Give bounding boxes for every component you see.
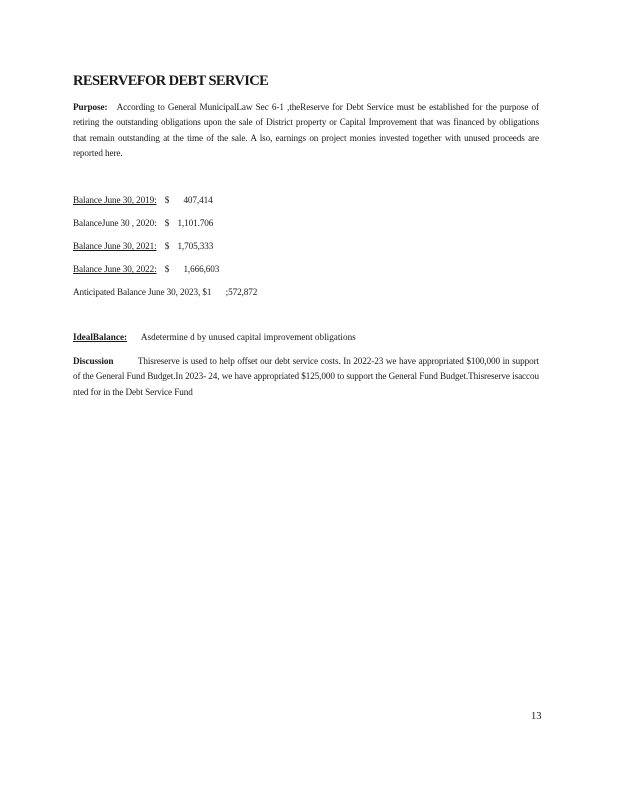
balance-label: Balance June 30, 2022: xyxy=(73,264,157,274)
balance-label: Balance June 30, 2019: xyxy=(73,195,157,205)
discussion-text: Thisreserve is used to help offset our debt service costs. In 2022-23 we have appropriated $100,000 in support of the General Fund Budget.In 2023- 24, we have appropriated $125,000 to support the General Fund Budget.Thisreserve isaccou nted for in the Debt Service Fund xyxy=(73,356,540,397)
ideal-balance-text: Asdetermine d by unused capital improvement obligations xyxy=(140,332,356,342)
balance-amount: 1,705,333 xyxy=(177,241,214,251)
balance-amount: 1,101.706 xyxy=(177,218,214,228)
balance-currency: $ xyxy=(164,241,170,251)
page-title: RESERVEFOR DEBT SERVICE xyxy=(73,73,269,89)
anticipated-amount: ;572,872 xyxy=(225,287,258,297)
balance-currency: $ xyxy=(164,264,170,274)
purpose-label: Purpose: xyxy=(73,102,108,112)
purpose-paragraph xyxy=(73,100,539,161)
discussion-label: Discussion xyxy=(73,356,114,366)
purpose-text: According to General MunicipalLaw Sec 6-1 ,theReserve for Debt Service must be established for the purpose of retiring the outstanding obligations upon the sale of District property or Capital Improvement that was financed by obligations that remain outstanding at the time of the sale. A lso, earnings on project monies invested together with unused proceeds are reported here. xyxy=(73,102,539,158)
discussion-paragraph xyxy=(73,354,539,400)
balance-label: Balance June 30, 2021: xyxy=(73,241,157,251)
ideal-balance-label: IdealBalance: xyxy=(73,332,128,342)
balance-row-2020 xyxy=(73,217,213,229)
balance-currency: $ xyxy=(164,195,170,205)
balance-currency: $ xyxy=(164,218,170,228)
balance-amount: 407,414 xyxy=(183,195,213,205)
balance-amount: 1,666,603 xyxy=(183,264,220,274)
balance-label: BalanceJune 30 , 2020: xyxy=(73,218,157,228)
anticipated-label: Anticipated Balance June 30, 2023, $1 xyxy=(73,287,212,297)
balance-row-2022 xyxy=(73,263,219,275)
anticipated-balance-row xyxy=(73,286,257,298)
ideal-balance-row xyxy=(73,331,356,343)
balance-row-2019 xyxy=(73,194,213,206)
page-number: 13 xyxy=(531,711,542,722)
balance-row-2021 xyxy=(73,240,213,252)
